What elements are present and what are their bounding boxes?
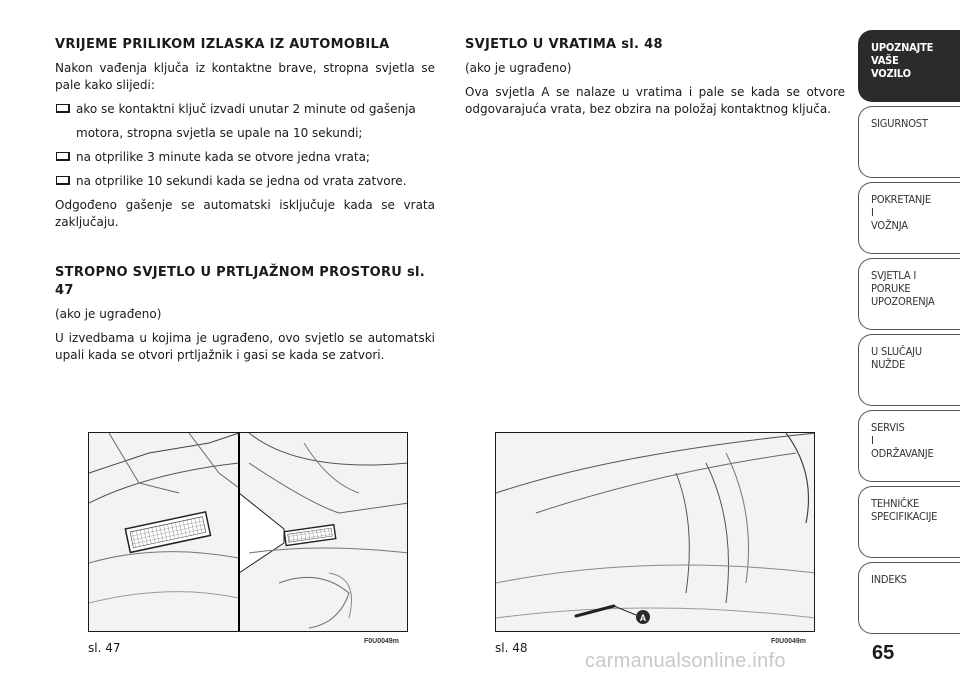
figure-48-caption: sl. 48: [495, 641, 528, 655]
bullet-item: na otprilike 3 minute kada se otvore jedna vrata;: [55, 149, 435, 166]
tab-pokretanje[interactable]: POKRETANJE I VOŽNJA: [858, 182, 960, 254]
checkbox-bullet-icon: [56, 152, 70, 161]
checkbox-bullet-icon: [56, 104, 70, 113]
bullet-item: ako se kontaktni ključ izvadi unutar 2 minute od gašenja: [55, 101, 435, 118]
trunk-light-drawing: [89, 433, 408, 632]
callout-a-label: A: [639, 613, 647, 623]
note-fitted: (ako je ugrađeno): [55, 307, 162, 321]
note-fitted: (ako je ugrađeno): [465, 61, 572, 75]
tab-nuzde[interactable]: U SLUČAJU NUŽDE: [858, 334, 960, 406]
figure-48-code: F0U0049m: [771, 638, 807, 645]
door-light-paragraph: Ova svjetla A se nalaze u vratima i pale se kada se otvore odgovarajuća vrata, bez obzira na položaj kontaktnog ključa.: [465, 85, 845, 116]
door-light-drawing: [496, 433, 815, 632]
section-heading-door-light: SVJETLO U VRATIMA sl. 48: [465, 37, 663, 52]
figure-trunk-light-illustration: [88, 432, 408, 632]
bullet-item: na otprilike 10 sekundi kada se jedna od vrata zatvore.: [55, 173, 435, 190]
watermark: carmanualsonline.info: [585, 650, 786, 672]
intro-paragraph: Nakon vađenja ključa iz kontaktne brave, stropna svjetla se pale kako slijedi:: [55, 61, 435, 92]
figure-door-light-illustration: [495, 432, 815, 632]
left-column: [55, 36, 435, 371]
tab-servis[interactable]: SERVIS I ODRŽAVANJE: [858, 410, 960, 482]
chapter-tabs: [858, 30, 960, 638]
tab-tehnicke[interactable]: TEHNIČKE SPECIFIKACIJE: [858, 486, 960, 558]
right-column: [465, 36, 845, 125]
tab-indeks[interactable]: INDEKS: [858, 562, 960, 634]
figure-47-caption: sl. 47: [88, 641, 121, 655]
bullet-continuation: motora, stropna svjetla se upale na 10 sekundi;: [76, 126, 363, 140]
checkbox-bullet-icon: [56, 176, 70, 185]
page-number: 65: [872, 642, 895, 664]
section-heading-trunk-light: STROPNO SVJETLO U PRTLJAŽNOM PROSTORU sl. 47: [55, 265, 425, 298]
trunk-light-paragraph: U izvedbama u kojima je ugrađeno, ovo svjetlo se automatski upali kada se otvori prtljažnik i gasi se kada se zatvori.: [55, 331, 435, 362]
section-heading-exit: VRIJEME PRILIKOM IZLASKA IZ AUTOMOBILA: [55, 37, 390, 52]
figure-47-code: F0U0049m: [364, 638, 400, 645]
tab-sigurnost[interactable]: SIGURNOST: [858, 106, 960, 178]
tab-upoznajte[interactable]: UPOZNAJTE VAŠE VOZILO: [858, 30, 960, 102]
outro-paragraph: Odgođeno gašenje se automatski isključuje kada se vrata zaključaju.: [55, 198, 435, 229]
tab-svjetla[interactable]: SVJETLA I PORUKE UPOZORENJA: [858, 258, 960, 330]
